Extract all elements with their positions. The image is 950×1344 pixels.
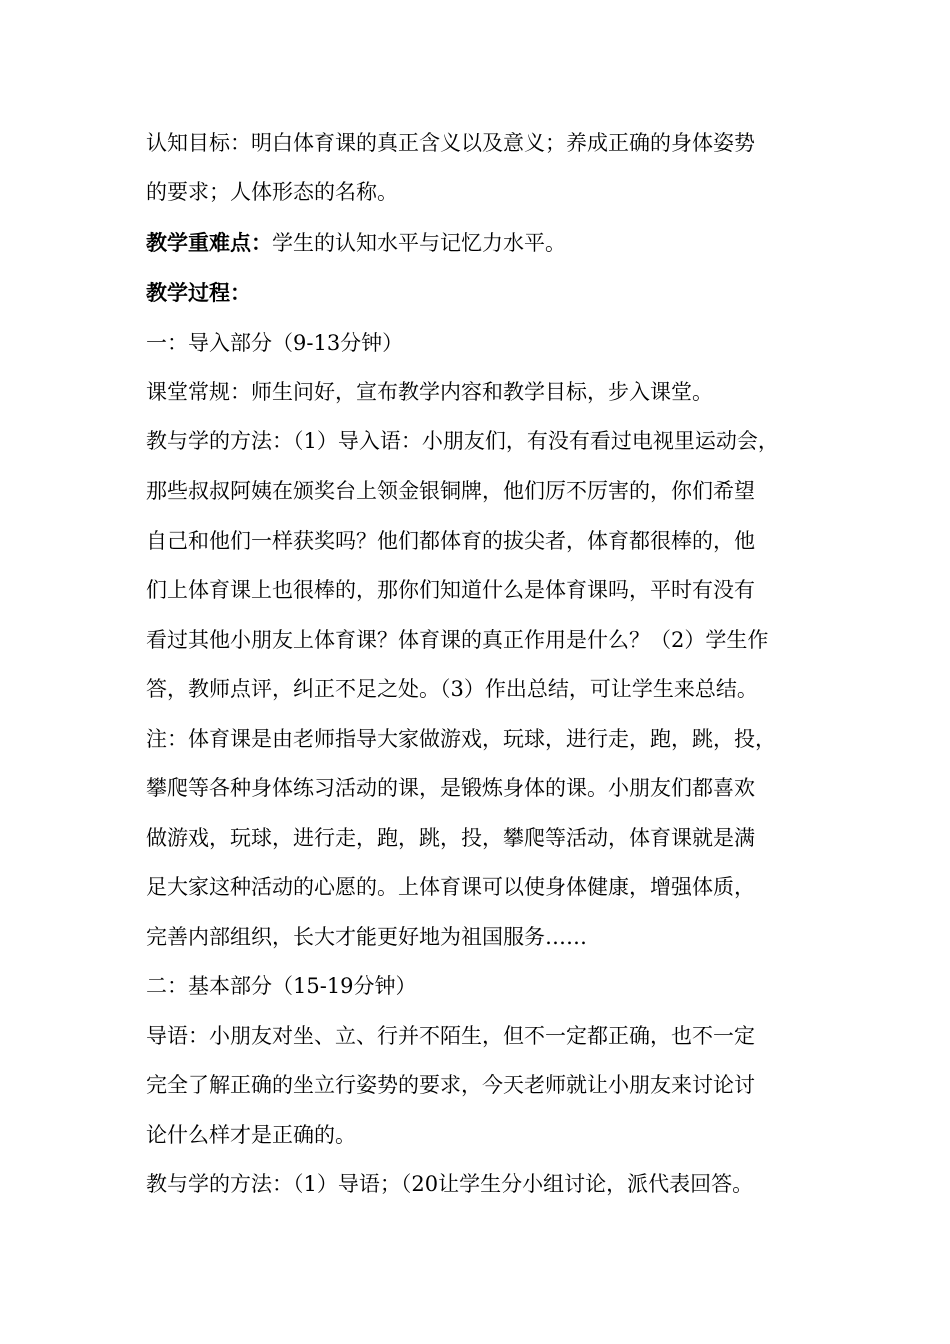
text-line: 学生的认知水平与记忆力水平。: [272, 231, 566, 255]
text-line: 论什么样才是正确的。: [146, 1123, 356, 1147]
section-heading: 一：导入部分（9-13分钟）: [146, 331, 404, 355]
section-label: 教学重难点：: [146, 230, 272, 255]
text-line: 做游戏，玩球，进行走，跑，跳，投，攀爬等活动，体育课就是满: [146, 826, 755, 850]
teaching-process-heading: [146, 278, 251, 308]
text-line: 攀爬等各种身体练习活动的课，是锻炼身体的课。小朋友们都喜欢: [146, 776, 755, 800]
text-line: 完全了解正确的坐立行姿势的要求，今天老师就让小朋友来讨论讨: [146, 1073, 755, 1097]
text-line: 足大家这种活动的心愿的。上体育课可以使身体健康，增强体质，: [146, 875, 755, 899]
text-line: 课堂常规：师生问好，宣布教学内容和教学目标，步入课堂。: [146, 380, 713, 404]
text-line: 注：体育课是由老师指导大家做游戏，玩球，进行走，跑，跳，投，: [146, 727, 776, 751]
section-heading: 二：基本部分（15-19分钟）: [146, 974, 417, 998]
text-line: 教与学的方法：（1）导语；（20让学生分小组讨论，派代表回答。: [146, 1172, 754, 1196]
section-label: 教学过程：: [146, 280, 251, 305]
text-line: 的要求；人体形态的名称。: [146, 180, 398, 204]
text-line: 答，教师点评，纠正不足之处。（3）作出总结，可让学生来总结。: [146, 677, 758, 701]
text-line: 自己和他们一样获奖吗？他们都体育的拔尖者，体育都很棒的，他: [146, 529, 755, 553]
text-line: 们上体育课上也很棒的，那你们知道什么是体育课吗，平时有没有: [146, 578, 755, 602]
text-line: 教与学的方法：（1）导入语：小朋友们，有没有看过电视里运动会，: [146, 429, 779, 453]
text-line: 导语：小朋友对坐、立、行并不陌生，但不一定都正确，也不一定: [146, 1024, 755, 1048]
text-line: 看过其他小朋友上体育课？体育课的真正作用是什么？（2）学生作: [146, 628, 769, 652]
text-line: 认知目标：明白体育课的真正含义以及意义；养成正确的身体姿势: [146, 131, 755, 155]
key-difficulty-line: [146, 228, 566, 258]
text-line: 完善内部组织，长大才能更好地为祖国服务……: [146, 925, 587, 949]
text-line: 那些叔叔阿姨在颁奖台上领金银铜牌，他们厉不厉害的，你们希望: [146, 479, 755, 503]
